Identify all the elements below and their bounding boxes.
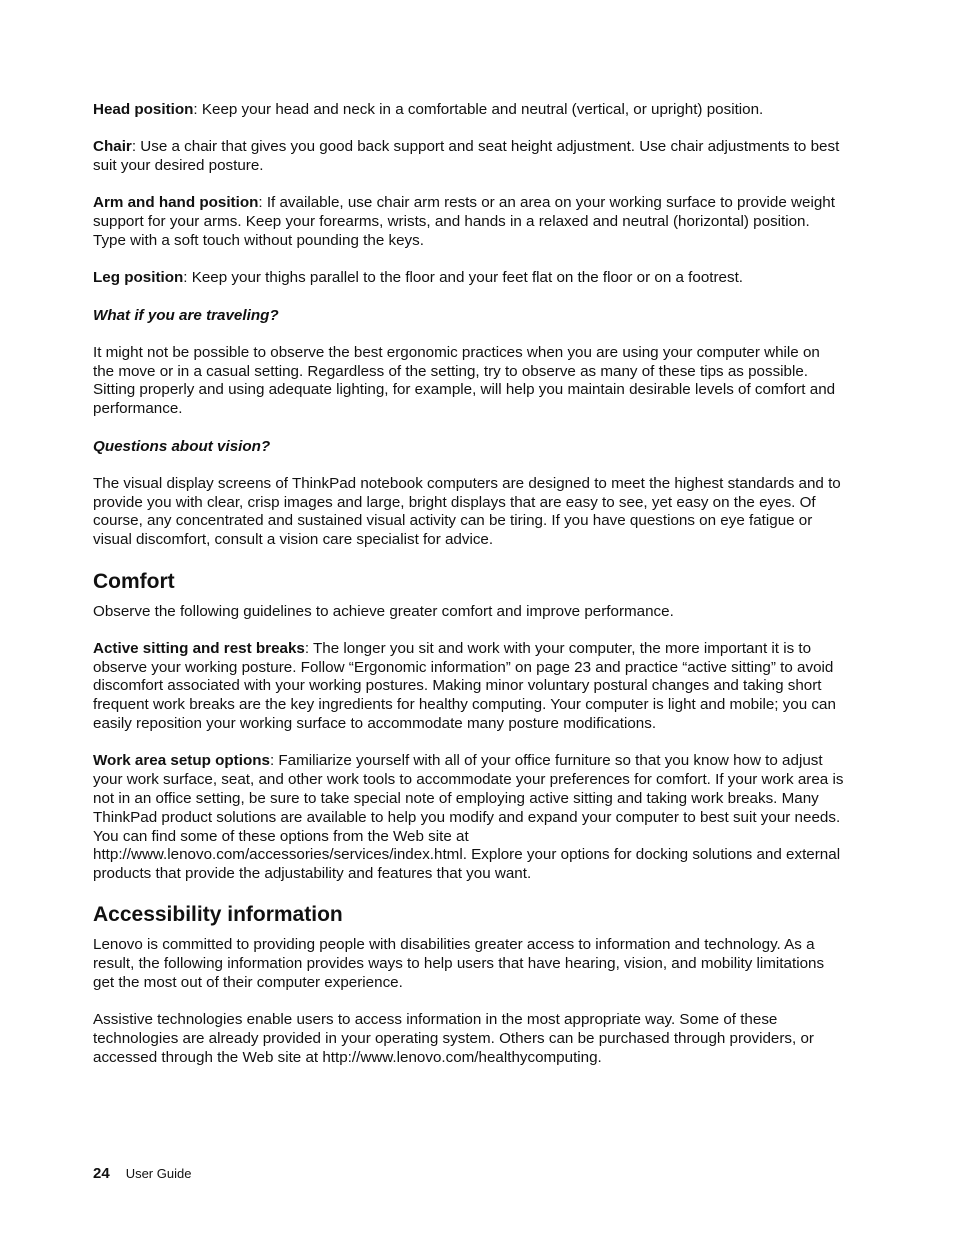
traveling-heading: What if you are traveling? (93, 306, 279, 324)
leg-position-paragraph (93, 269, 845, 288)
head-position-text: : Keep your head and neck in a comfortable and neutral (vertical, or upright) position. (193, 101, 764, 118)
page-content (93, 101, 845, 1086)
accessibility-heading: Accessibility information (93, 903, 343, 927)
chair-paragraph (93, 138, 845, 176)
arm-hand-paragraph (93, 194, 845, 250)
page-footer (93, 1165, 191, 1183)
accessibility-paragraph-2: Assistive technologies enable users to access information in the most appropriate way. Some of these technologies are already provided in your operating system. Others can be purchased through providers, or accessed through the Web site at http://www.lenovo.com/healthycomputing. (93, 1011, 814, 1066)
traveling-paragraph: It might not be possible to observe the best ergonomic practices when you are using your computer while on the move or in a casual setting. Regardless of the setting, try to observe as many of these tips as possible. Sitting properly and using adequate lighting, for example, will help you maintain desirable levels of comfort and performance. (93, 343, 836, 418)
arm-hand-text: : If available, use chair arm rests or an area on your working surface to provide weight support for your arms. Keep your forearms, wrists, and hands in a relaxed and neutral (horizontal) position. Type with a soft touch without pounding the keys. (93, 194, 835, 249)
chair-term: Chair (93, 138, 132, 156)
comfort-intro: Observe the following guidelines to achieve greater comfort and improve performance. (93, 602, 674, 620)
doc-title: User Guide (125, 1166, 192, 1181)
work-area-term: Work area setup options (93, 752, 270, 770)
arm-hand-term: Arm and hand position (93, 194, 259, 212)
head-position-term: Head position (93, 101, 194, 118)
vision-paragraph: The visual display screens of ThinkPad notebook computers are designed to meet the highest standards and to provide you with clear, crisp images and large, bright displays that are easy to see, yet easy on the eyes. Of course, any concentrated and sustained visual activity can be tiring. If you have questions on eye fatigue or visual discomfort, consult a vision care specialist for advice. (93, 474, 841, 549)
active-sitting-text: : The longer you sit and work with your computer, the more important it is to observe your working posture. Follow “Ergonomic information” on page 23 and practice “active sitting” to avoid discomfort associated with your working postures. Making minor voluntary postural changes and taking short frequent work breaks are the key ingredients for healthy computing. Your computer is light and mobile; you can easily reposition your working surface to accommodate many posture modifications. (93, 639, 836, 733)
work-area-text: : Familiarize yourself with all of your office furniture so that you know how to adjust your work surface, seat, and other work tools to accommodate your preferences for comfort. If your work area is not in an office setting, be sure to take special note of employing active sitting and taking work breaks. Many ThinkPad product solutions are available to help you modify and expand your computer to best suit your needs. You can find some of these options from the Web site at http://www.lenovo.com/accessories/services/index.html. Explore your options for docking solutions and external products that provide the adjustability and features that you want. (93, 752, 844, 883)
active-sitting-paragraph (93, 640, 845, 734)
head-position-paragraph (93, 101, 845, 120)
comfort-heading: Comfort (93, 569, 175, 593)
work-area-paragraph (93, 752, 845, 884)
vision-heading: Questions about vision? (93, 437, 271, 455)
page-number: 24 (93, 1165, 110, 1182)
active-sitting-term: Active sitting and rest breaks (93, 639, 305, 657)
accessibility-paragraph-1: Lenovo is committed to providing people with disabilities greater access to information and technology. As a result, the following information provides ways to help users that have hearing, vision, and mobility limitations get the most out of their computer experience. (93, 936, 825, 991)
chair-text: : Use a chair that gives you good back support and seat height adjustment. Use chair adjustments to best suit your desired posture. (93, 138, 840, 175)
leg-position-text: : Keep your thighs parallel to the floor and your feet flat on the floor or on a footrest. (183, 269, 744, 287)
leg-position-term: Leg position (93, 269, 184, 287)
